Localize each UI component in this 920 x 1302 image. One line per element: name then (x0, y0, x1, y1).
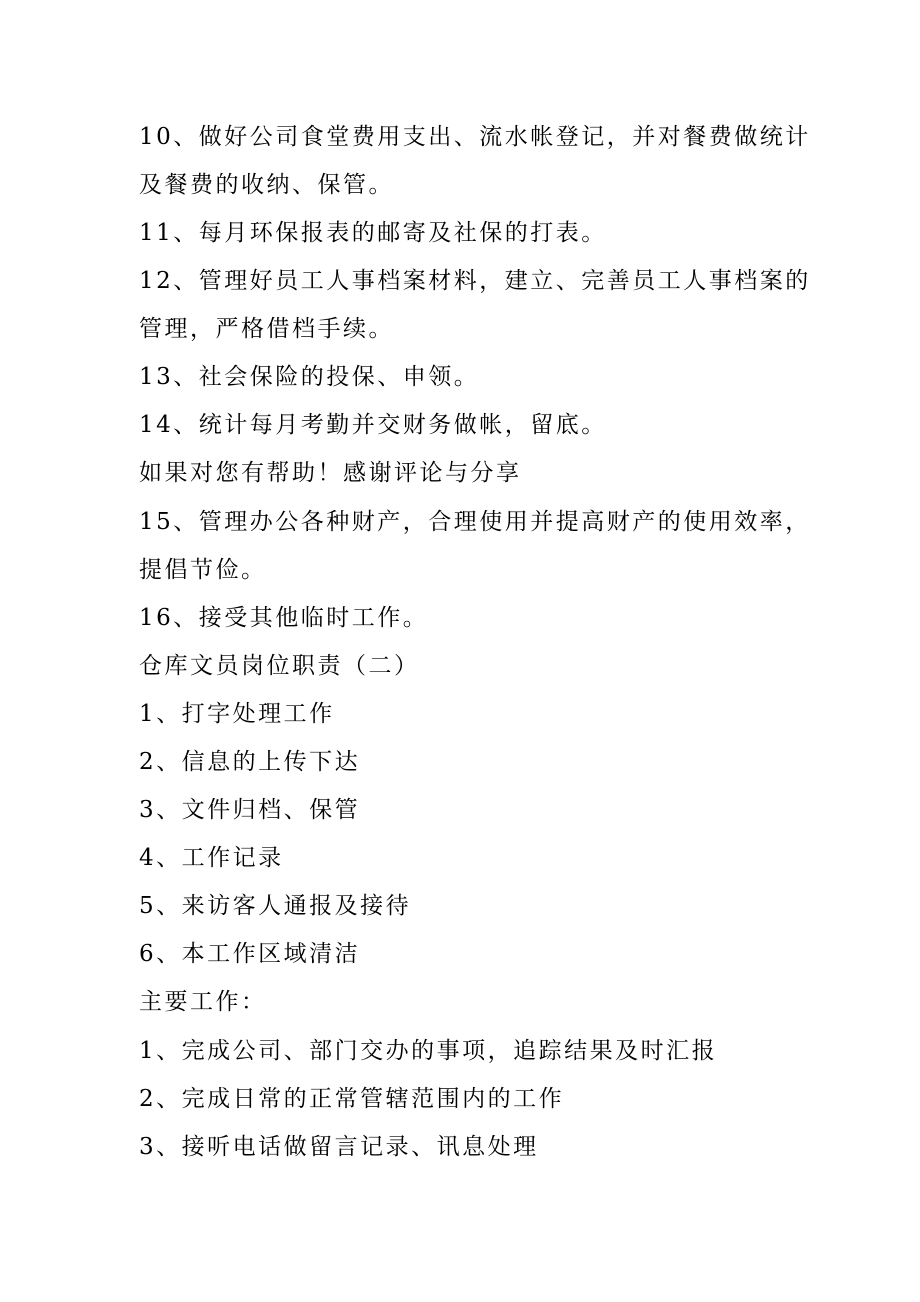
text-line: 10、做好公司食堂费用支出、流水帐登记，并对餐费做统计 (139, 124, 811, 150)
text-line: 3、文件归档、保管 (139, 797, 361, 823)
text-line: 3、接听电话做留言记录、讯息处理 (139, 1134, 539, 1160)
text-line: 4、工作记录 (139, 845, 284, 871)
text-line: 2、信息的上传下达 (139, 749, 361, 775)
text-line: 及餐费的收纳、保管。 (139, 172, 394, 198)
section-heading: 主要工作： (139, 989, 267, 1015)
section-heading: 仓库文员岗位职责（二） (139, 653, 420, 679)
text-line: 12、管理好员工人事档案材料，建立、完善员工人事档案的 (139, 268, 811, 294)
text-line: 2、完成日常的正常管辖范围内的工作 (139, 1086, 565, 1112)
text-line: 如果对您有帮助！感谢评论与分享 (139, 460, 522, 486)
text-line: 16、接受其他临时工作。 (139, 605, 429, 631)
text-line: 管理，严格借档手续。 (139, 316, 394, 342)
text-line: 5、来访客人通报及接待 (139, 893, 412, 919)
text-line: 提倡节俭。 (139, 557, 267, 583)
text-line: 1、打字处理工作 (139, 701, 335, 727)
text-line: 11、每月环保报表的邮寄及社保的打表。 (139, 220, 607, 246)
text-line: 13、社会保险的投保、申领。 (139, 364, 480, 390)
text-line: 1、完成公司、部门交办的事项，追踪结果及时汇报 (139, 1038, 718, 1064)
text-line: 15、管理办公各种财产，合理使用并提高财产的使用效率， (139, 509, 811, 535)
text-line: 6、本工作区域清洁 (139, 941, 361, 967)
text-line: 14、统计每月考勤并交财务做帐，留底。 (139, 412, 607, 438)
